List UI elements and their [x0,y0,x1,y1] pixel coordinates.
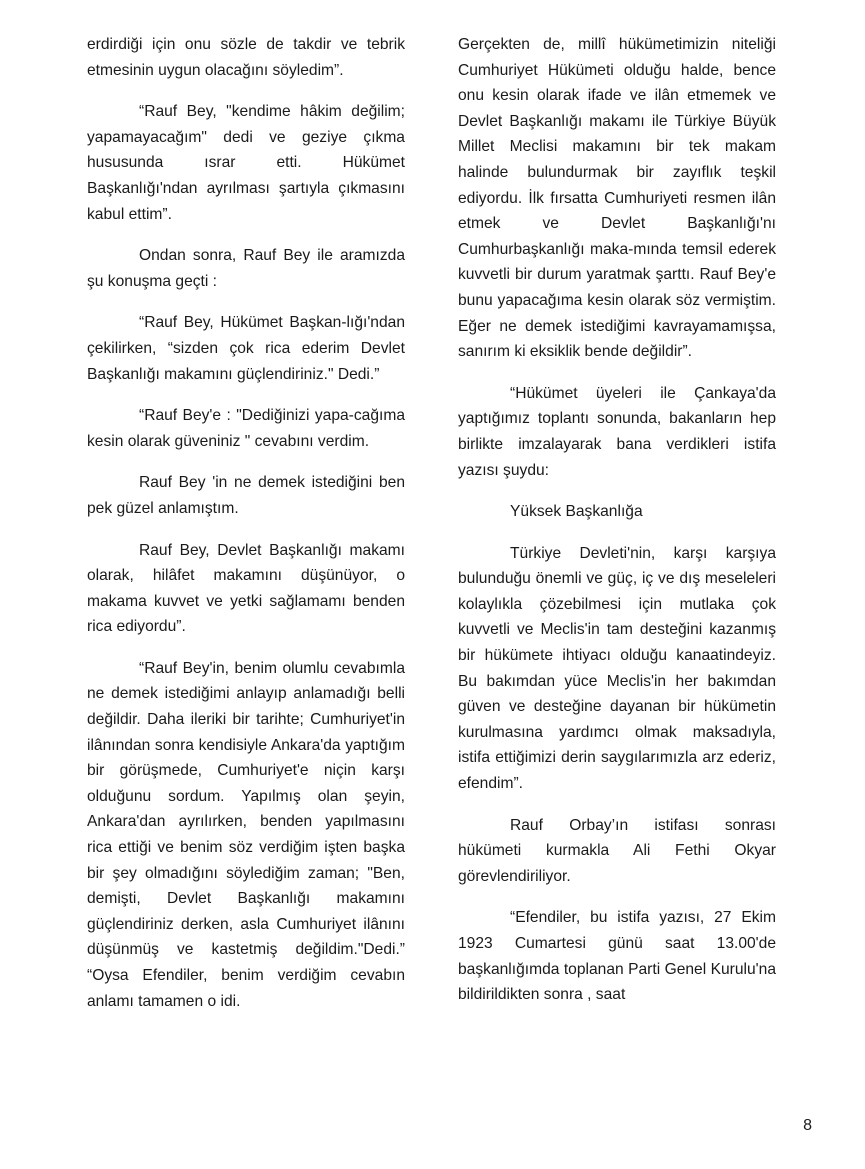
paragraph: Ondan sonra, Rauf Bey ile aramızda şu konuşma geçti : [87,247,405,290]
paragraph: Gerçekten de, millî hükümetimizin niteliği Cumhuriyet Hükümeti olduğu halde, bence onu kesin olarak ifade ve ilân etmemek ve Devlet Başkanlığı makamı ile Türkiye Büyük Millet Meclisi makamını bir tek makam halinde bulundurmak bir zayıflık teşkil ediyordu. İlk fırsatta Cumhuriyeti resmen ilân etmek ve Devlet Başkanlığı'nı Cumhurbaşkanlığı maka-mında temsil ederek kuvvetli bir durum yaratmak şarttı. Rauf Bey'e bunu yapacağıma kesin olarak söz vermiştim. Eğer ne demek istediğimi kavrayamamışsa, sanırım ki eksiklik bende değildir”. [458,36,776,361]
left-column [87,32,405,1030]
paragraph: Rauf Orbay’ın istifası sonrası hükümeti kurmakla Ali Fethi Okyar görevlendiriliyor. [458,816,776,885]
paragraph: “Rauf Bey, Hükümet Başkan-lığı'ndan çekilirken, “sizden çok rica ederim Devlet Başkanlığı makamını güçlendiriniz." Dedi.” [87,314,405,383]
paragraph: “Rauf Bey, "kendime hâkim değilim; yapamayacağım" dedi ve geziye çıkma hususunda ısrar etti. Hükümet Başkanlığı'ndan ayrılması şartıyla çıkmasını kabul ettim”. [87,103,405,223]
paragraph: “Hükümet üyeleri ile Çankaya'da yaptığımız toplantı sonunda, bakanların hep birlikte imzalayarak bana verdikleri istifa yazısı şuydu: [458,384,776,479]
paragraph: Türkiye Devleti'nin, karşı karşıya bulunduğu önemli ve güç, iç ve dış meseleleri kolaylıkla çözebilmesi için mutlaka çok kuvvetli ve Meclis'in tam desteğini kazanmış bir hükümete ihtiyacı olduğu kanaatindeyiz. Bu bakımdan yüce Meclis'in her bakımdan güven ve desteğine dayanan bir hükümetin kurulmasına yardımcı olmak maksadıyla, istifa ettiğimizi derin saygılarımızla arz ederiz, efendim”. [458,544,776,793]
page-number: 8 [803,1117,812,1134]
paragraph: “Rauf Bey'in, benim olumlu cevabımla ne demek istediğimi anlayıp anlamadığı belli değildir. Daha ileriki bir tarihte; Cumhuriyet'in ilânından sonra kendisiyle Ankara'da yaptığım bir görüşmede, Cumhuriyet'e niçin karşı olduğunu sordum. Yapılmış olan şeyin, Ankara'dan ayrılırken, benden yapılmasını rica ettiği ve benim söz verdiğim işten başka bir şey olmadığını söylediğim zaman; "Ben, demişti, Devlet Başkanlığı makamını güçlendiriniz derken, asla Cumhuriyet ilânını düşünmüş ve kastetmiş değildim."Dedi.” “Oysa Efendiler, benim verdiğim cevabın anlamı tamamen o idi. [87,659,405,1010]
paragraph: “Rauf Bey'e : "Dediğinizi yapa-cağıma kesin olarak güveniniz " cevabını verdim. [87,407,405,450]
right-column [458,32,776,1024]
paragraph: “Efendiler, bu istifa yazısı, 27 Ekim 1923 Cumartesi günü saat 13.00'de başkanlığımda toplanan Parti Genel Kurulu'na bildirildikten sonra , saat [458,909,776,1004]
letter-salutation: Yüksek Başkanlığa [510,503,643,521]
paragraph: Rauf Bey, Devlet Başkanlığı makamı olarak, hilâfet makamını düşünüyor, o makama kuvvet ve yetki sağlamamı benden rica ediyordu”. [87,541,405,636]
paragraph: erdirdiği için onu sözle de takdir ve tebrik etmesinin uygun olacağını söyledim”. [87,36,405,79]
paragraph: Rauf Bey 'in ne demek istediğini ben pek güzel anlamıştım. [87,474,405,517]
